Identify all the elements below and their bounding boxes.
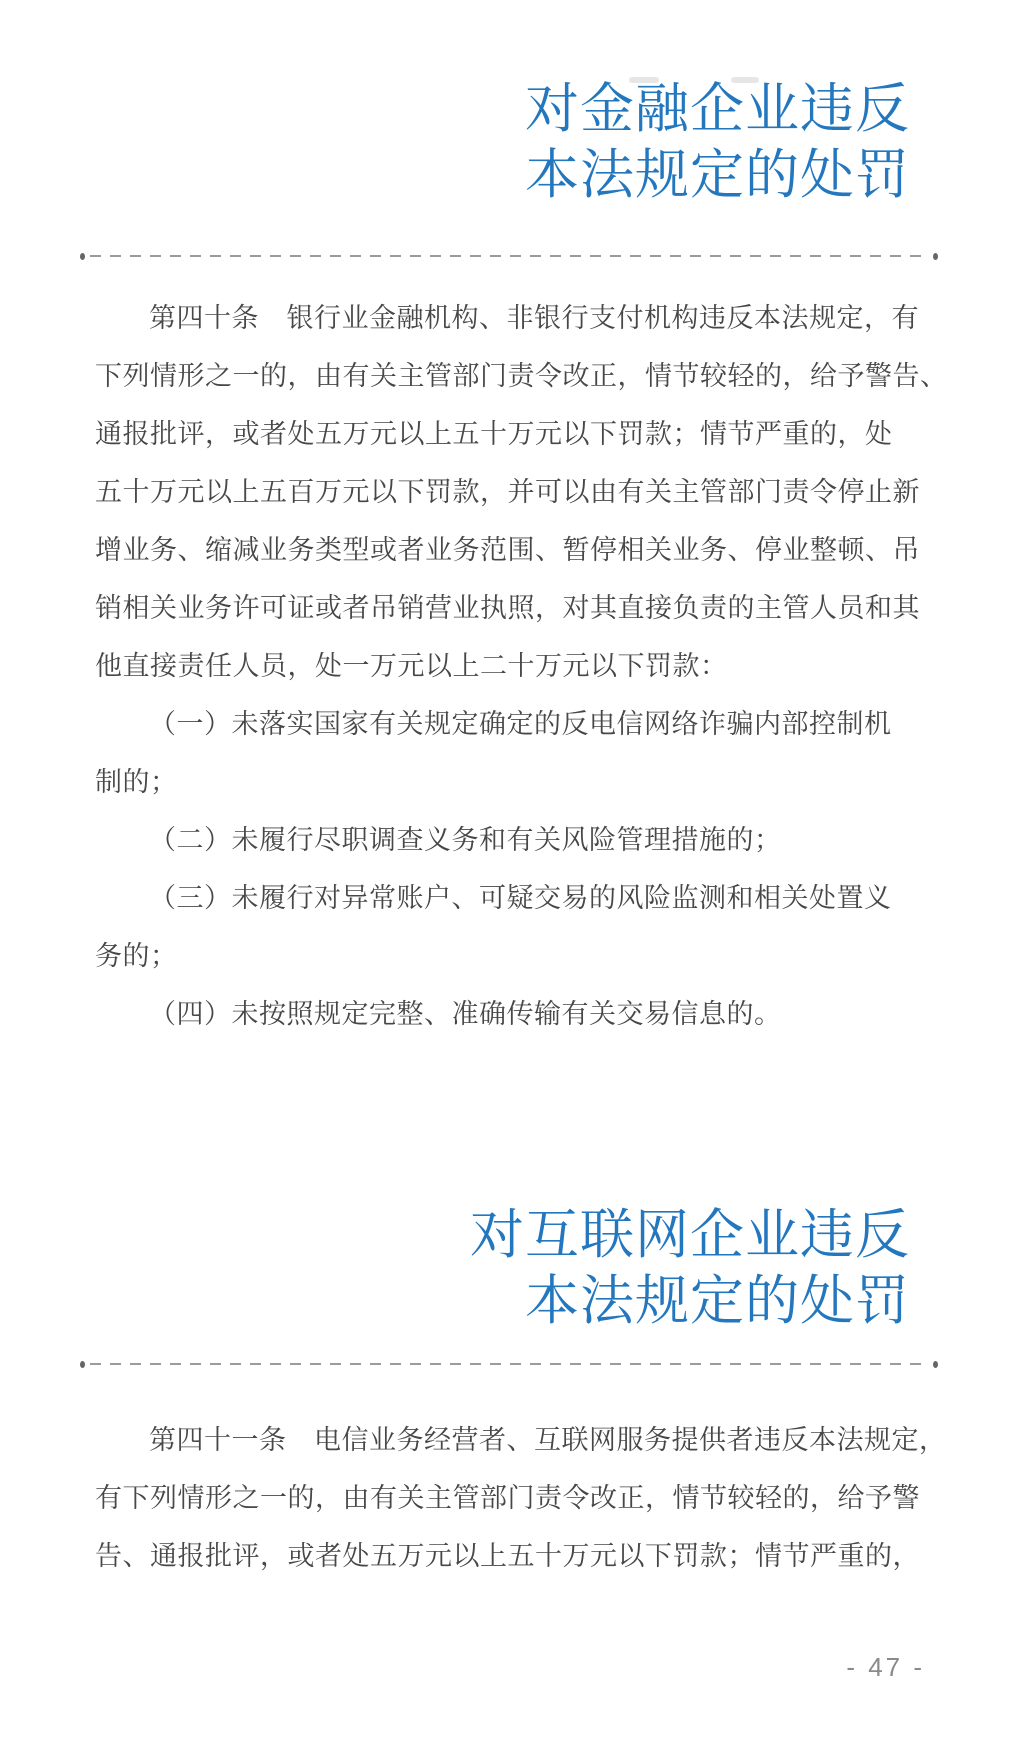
body-line: 务的； <box>95 941 178 971</box>
body-line: 增业务、缩减业务类型或者业务范围、暂停相关业务、停业整顿、吊 <box>95 535 920 565</box>
body-line: 第四十一条 电信业务经营者、互联网服务提供者违反本法规定， <box>149 1425 947 1455</box>
body-line: 他直接责任人员，处一万元以上二十万元以下罚款： <box>95 651 728 681</box>
divider-dashes <box>90 1363 928 1365</box>
divider-end-dot <box>80 253 85 260</box>
divider-end-dot <box>933 1361 938 1368</box>
body-line: 通报批评，或者处五万元以上五十万元以下罚款；情节严重的，处 <box>95 419 893 449</box>
dashed-divider <box>80 252 938 260</box>
body-line: 有下列情形之一的，由有关主管部门责令改正，情节较轻的，给予警 <box>95 1483 920 1513</box>
article-40-paragraph <box>95 289 948 1043</box>
body-line: 销相关业务许可证或者吊销营业执照，对其直接负责的主管人员和其 <box>95 593 920 623</box>
article-41-paragraph <box>95 1411 947 1585</box>
section-heading-financial-enterprises <box>525 76 910 208</box>
heading-line: 本法规定的处罚 <box>525 145 910 205</box>
heading-line: 本法规定的处罚 <box>525 1271 910 1331</box>
heading-line: 对金融企业违反 <box>525 79 910 139</box>
body-line-item-1: （一）未落实国家有关规定确定的反电信网络诈骗内部控制机 <box>149 709 892 739</box>
body-line-item-2: （二）未履行尽职调查义务和有关风险管理措施的； <box>149 825 782 855</box>
divider-end-dot <box>80 1361 85 1368</box>
body-line: 下列情形之一的，由有关主管部门责令改正，情节较轻的，给予警告、 <box>95 361 948 391</box>
section-heading-internet-enterprises <box>470 1202 910 1334</box>
body-line: 告、通报批评，或者处五万元以上五十万元以下罚款；情节严重的， <box>95 1541 920 1571</box>
heading-line: 对互联网企业违反 <box>470 1205 910 1265</box>
divider-dashes <box>90 255 928 257</box>
body-line: 第四十条 银行业金融机构、非银行支付机构违反本法规定，有 <box>149 303 919 333</box>
divider-end-dot <box>933 253 938 260</box>
body-line-item-3: （三）未履行对异常账户、可疑交易的风险监测和相关处置义 <box>149 883 892 913</box>
body-line-item-4: （四）未按照规定完整、准确传输有关交易信息的。 <box>149 999 782 1029</box>
body-line: 制的； <box>95 767 178 797</box>
dashed-divider <box>80 1360 938 1368</box>
page-number: - 47 - <box>846 1652 925 1682</box>
body-line: 五十万元以上五百万元以下罚款，并可以由有关主管部门责令停止新 <box>95 477 920 507</box>
